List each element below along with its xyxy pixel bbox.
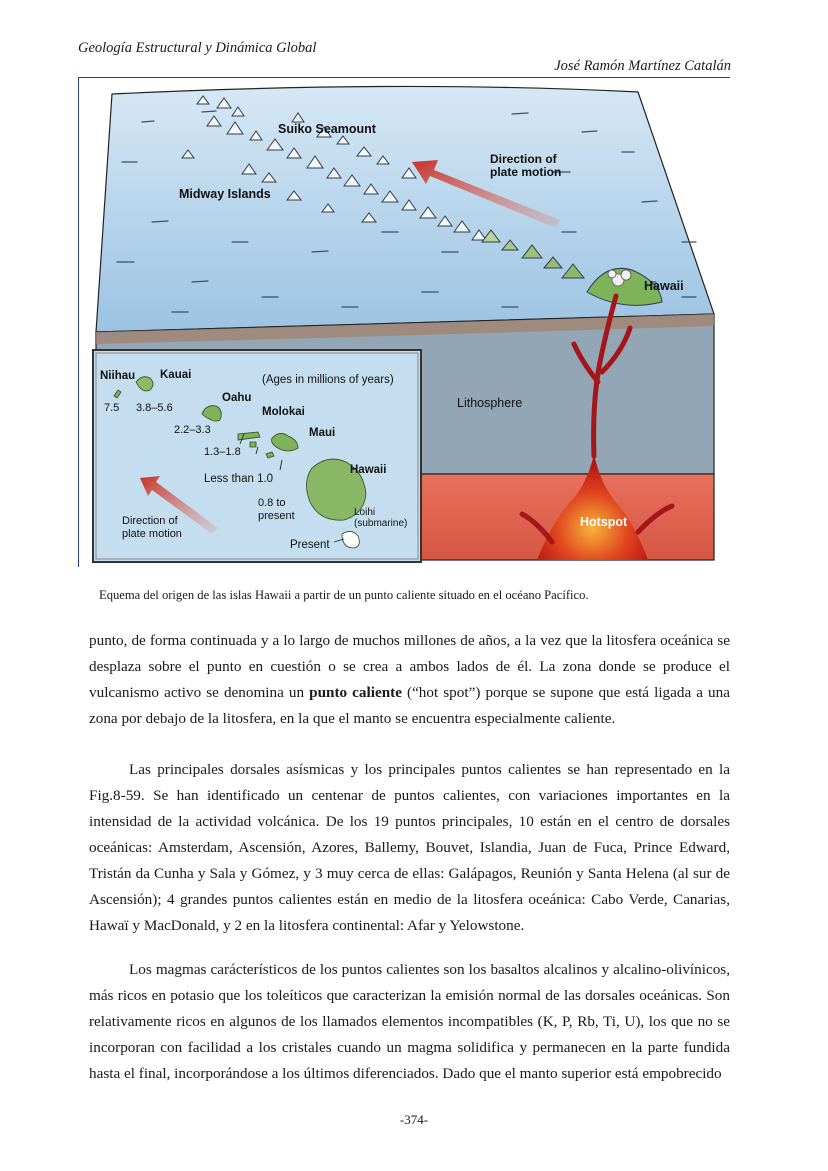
inset-label-niihau: Niihau — [100, 370, 136, 382]
label-lithosphere: Lithosphere — [457, 396, 523, 410]
inset-label-present: Present — [290, 539, 330, 551]
inset-label-oahu: Oahu — [222, 392, 252, 404]
page-number: -374- — [399, 1112, 429, 1127]
label-direction-1: Direction of — [490, 152, 557, 166]
inset-age-present-2: present — [258, 510, 295, 522]
paragraph-3-text: Los magmas carácterísticos de los puntos calientes son los basaltos alcalinos y alcalino-olivínicos, más ricos en potasio que los toleíticos que caracterizan la emisión normal de las dorsales oceánicas. Son relativamente ricos en algunos de los llamados elementos incompatibles (K, P, Rb, Ti, U), los que no se incorporan con facilidad a los cristales cuando un magma solidifica y permanecen en la parte fundida hasta el final, incorporándose a los últimos diferenciados. Dado que el manto superior está empobrecido — [89, 961, 730, 1082]
paragraph-3 — [89, 957, 730, 1087]
label-hawaii: Hawaii — [644, 279, 684, 293]
inset-label-hawaii: Hawaii — [350, 464, 387, 476]
inset-age-less-than: Less than 1.0 — [204, 473, 274, 485]
header-rule — [78, 77, 730, 78]
inset-label-loihi: Loihi — [354, 507, 376, 518]
label-suiko-seamount: Suiko Seamount — [278, 122, 376, 136]
paragraph-2-text: Las principales dorsales asísmicas y los principales puntos calientes se han representado en la Fig.8-59. Se han identificado un centenar de puntos calientes, con variaciones importantes en la intensidad de la actividad volcánica. De los 19 puntos principales, 10 están en el centro de dorsales oceánicas: Amsterdam, Ascensión, Azores, Ballemy, Bouvet, Islandia, Juan de Fuca, Prince Edward, Tristán da Cunha y Sala y Gómez, y 3 muy cerca de ellas: Galápagos, Reunión y Santa Helena (al sur de Ascensión); 4 grandes puntos calientes están en medio de la litosfera oceánica: Cabo Verde, Canarias, Hawaï y MacDonald, y 2 en la litosfera continental: Afar y Yelowstone. — [89, 761, 730, 934]
inset-ages-title: (Ages in millions of years) — [262, 374, 394, 386]
paragraph-1-text-b: (“hot spot”) porque se supone que está ligada a una zona por debajo de la litosfera, en la que el manto se encuentra especialmente caliente. — [89, 684, 730, 727]
inset-age-maui: 1.3–1.8 — [204, 446, 241, 458]
island-lanai — [250, 442, 256, 447]
hawaii-hotspot-figure — [82, 82, 722, 564]
label-direction-2: plate motion — [490, 165, 562, 179]
inset-label-maui: Maui — [309, 427, 336, 439]
inset-age-niihau: 7.5 — [104, 402, 120, 414]
running-header-title: Geología Estructural y Dinámica Global — [78, 40, 317, 56]
label-hotspot: Hotspot — [580, 515, 628, 529]
paragraph-2 — [89, 757, 730, 939]
figure-caption: Equema del origen de las islas Hawaii a partir de un punto caliente situado en el océano Pacífico. — [99, 588, 589, 602]
figure-left-rule — [78, 77, 79, 567]
inset-label-molokai: Molokai — [262, 406, 305, 418]
inset-age-kauai: 3.8–5.6 — [136, 402, 173, 414]
label-midway-islands: Midway Islands — [179, 187, 271, 201]
inset-direction-1: Direction of — [122, 515, 178, 527]
inset-age-oahu: 2.2–3.3 — [174, 424, 211, 436]
inset-map — [93, 350, 421, 562]
running-header-author: José Ramón Martínez Catalán — [554, 58, 731, 74]
inset-label-submarine: (submarine) — [354, 518, 408, 529]
paragraph-1-text-a: punto, de forma continuada y a lo largo de muchos millones de años, a la vez que la litosfera oceánica se desplaza sobre el punto en cuestión o se crea a ambos lados de él. La zona donde se produce el vulcanismo activo se denomina un — [89, 632, 730, 701]
inset-age-present-1: 0.8 to — [258, 497, 286, 509]
inset-label-kauai: Kauai — [160, 369, 192, 381]
paragraph-1-bold-term: punto caliente — [309, 684, 402, 701]
inset-direction-2: plate motion — [122, 528, 182, 540]
paragraph-1 — [89, 628, 730, 732]
